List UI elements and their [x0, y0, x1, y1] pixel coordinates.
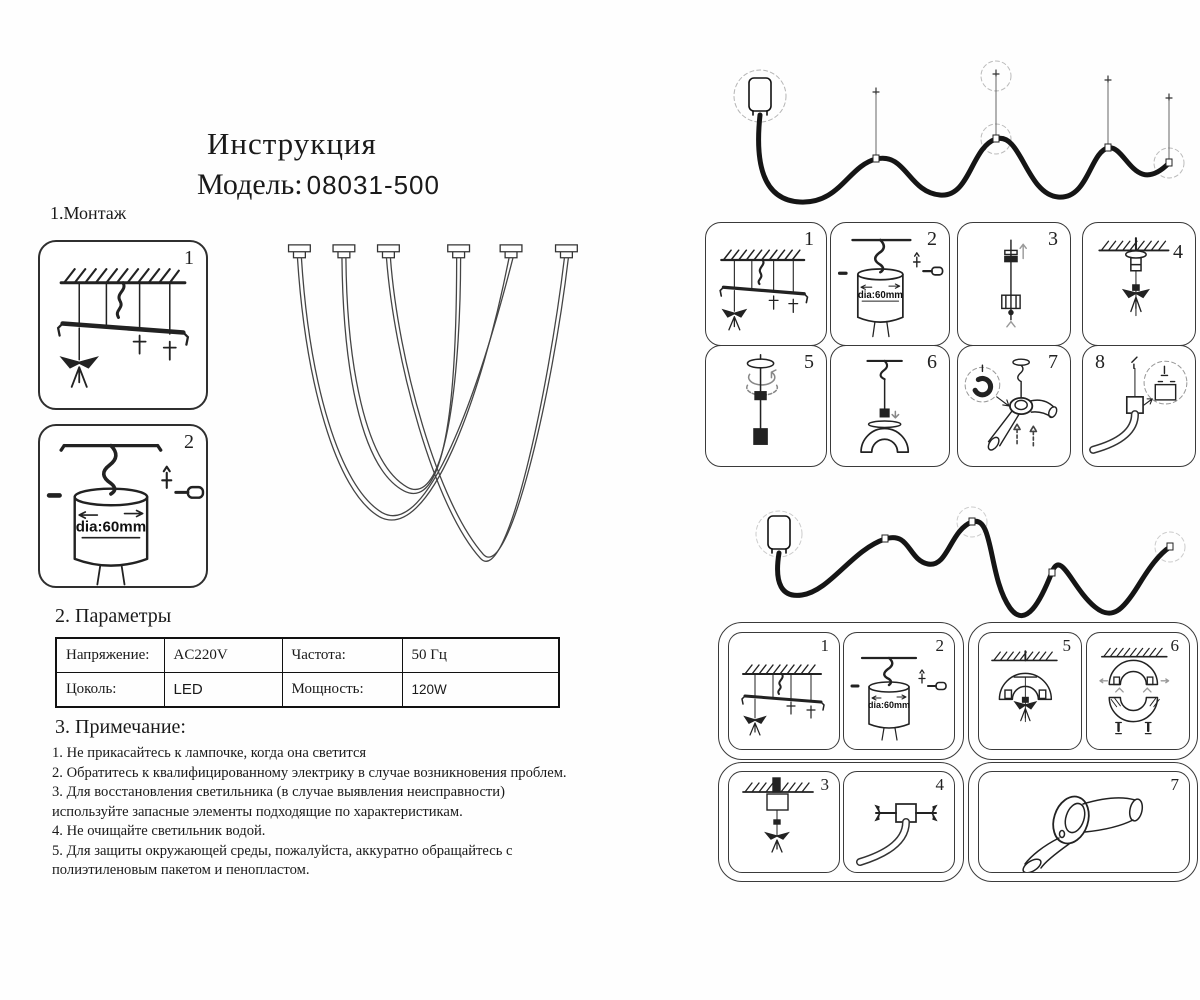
svg-text:dia:60mm: dia:60mm	[867, 700, 911, 710]
step-number: 1	[184, 247, 194, 269]
step-number: 2	[184, 431, 194, 453]
canopy-wiring-illustration	[844, 633, 954, 749]
params-table	[55, 637, 560, 708]
model-line	[197, 168, 440, 202]
bottom-step-6-panel	[1086, 632, 1190, 750]
step-number: 2	[927, 228, 937, 250]
ceiling-anchor-illustration	[1083, 223, 1195, 345]
canopy-wiring-illustration	[40, 426, 206, 586]
assembly-step-1-panel	[705, 222, 827, 346]
montage-step-2-panel	[38, 424, 208, 588]
svg-text:dia:60mm: dia:60mm	[75, 518, 147, 536]
param-value: 120W	[402, 673, 559, 708]
assembly-step-5-panel	[705, 345, 827, 467]
arch-halves-screws-illustration	[1087, 633, 1189, 749]
bottom-left-group-bottom	[718, 762, 964, 882]
assembly-step-7-panel	[957, 345, 1071, 467]
bottom-step-4-panel	[843, 771, 955, 873]
step-number: 6	[927, 351, 937, 373]
assembly-step-6-panel	[830, 345, 950, 467]
bottom-step-7-panel	[978, 771, 1190, 873]
param-label: Цоколь:	[56, 673, 164, 708]
note-item: 3. Для восстановления светильника (в случае выявления неисправности) используйте запасные элементы подходящие по характеристикам.	[52, 784, 505, 820]
step-number: 7	[1170, 775, 1179, 794]
cord-endcap-illustration	[1083, 346, 1195, 466]
step-number: 7	[1048, 351, 1058, 373]
assembly-step-8-panel	[1082, 345, 1196, 467]
bottom-left-group-top	[718, 622, 964, 760]
svg-text:dia:60mm: dia:60mm	[857, 289, 903, 301]
step-number: 4	[1173, 241, 1183, 263]
step-number: 6	[1170, 636, 1179, 655]
wavy-cord-suspended-illustration	[700, 52, 1192, 220]
step-number: 1	[820, 636, 829, 655]
tube-through-ring-illustration	[979, 772, 1189, 872]
table-row	[56, 673, 559, 708]
assembly-step-4-panel	[1082, 222, 1196, 346]
ceiling-bar-mount-illustration	[40, 242, 206, 408]
step-number: 3	[1048, 228, 1058, 250]
step-number: 5	[804, 351, 814, 373]
note-item: 2. Обратитесь к квалифицированному электрику в случае возникновения проблем.	[52, 764, 567, 781]
notes-list	[52, 744, 574, 881]
step-number: 8	[1095, 351, 1105, 373]
ceiling-bar-mount-illustration	[729, 633, 839, 749]
bottom-step-1-panel	[728, 632, 840, 750]
step-number: 2	[935, 636, 944, 655]
table-row	[56, 638, 559, 673]
assembly-step-3-panel	[957, 222, 1071, 346]
section-notes-heading: 3. Примечание:	[55, 716, 186, 738]
montage-step-1-panel	[38, 240, 208, 410]
note-item: 5. Для защиты окружающей среды, пожалуйста, аккуратно обращайтесь с полиэтиленовым пакетом и пенопластом.	[52, 842, 513, 878]
bottom-step-5-panel	[978, 632, 1082, 750]
assembly-step-2-panel	[830, 222, 950, 346]
section-params-heading: 2. Параметры	[55, 605, 172, 627]
bottom-step-3-panel	[728, 771, 840, 873]
param-label: Напряжение:	[56, 638, 164, 673]
page-title: Инструкция	[207, 126, 377, 161]
arch-mount-illustration	[979, 633, 1081, 749]
suspension-wire-illustration	[958, 223, 1070, 345]
wire-twist-adjust-illustration	[706, 346, 826, 466]
bottom-right-group-top	[968, 622, 1198, 760]
param-label: Мощность:	[282, 673, 402, 708]
ceiling-bar-mount-illustration	[706, 223, 826, 345]
bottom-right-group-bottom	[968, 762, 1198, 882]
note-item: 4. Не очищайте светильник водой.	[52, 823, 266, 839]
param-value: AC220V	[164, 638, 282, 673]
param-label: Частота:	[282, 638, 402, 673]
model-value: 08031-500	[306, 170, 440, 200]
chandelier-overview-illustration	[248, 230, 604, 592]
model-label: Модель:	[197, 168, 303, 201]
step-number: 5	[1062, 636, 1071, 655]
ceiling-block-hang-illustration	[729, 772, 839, 872]
cord-cap-screws-illustration	[844, 772, 954, 872]
param-value: LED	[164, 673, 282, 708]
bottom-step-2-panel	[843, 632, 955, 750]
note-item: 1. Не прикасайтесь к лампочке, когда она светится	[52, 745, 367, 761]
canopy-wiring-illustration	[831, 223, 949, 345]
param-value: 50 Гц	[402, 638, 559, 673]
step-number: 3	[820, 775, 829, 794]
section-montage-heading: 1.Монтаж	[50, 203, 127, 223]
wavy-cord-shaped-illustration	[700, 492, 1192, 624]
ring-clamp-illustration	[958, 346, 1070, 466]
clip-to-arch-illustration	[831, 346, 949, 466]
step-number: 1	[804, 228, 814, 250]
step-number: 4	[935, 775, 944, 794]
